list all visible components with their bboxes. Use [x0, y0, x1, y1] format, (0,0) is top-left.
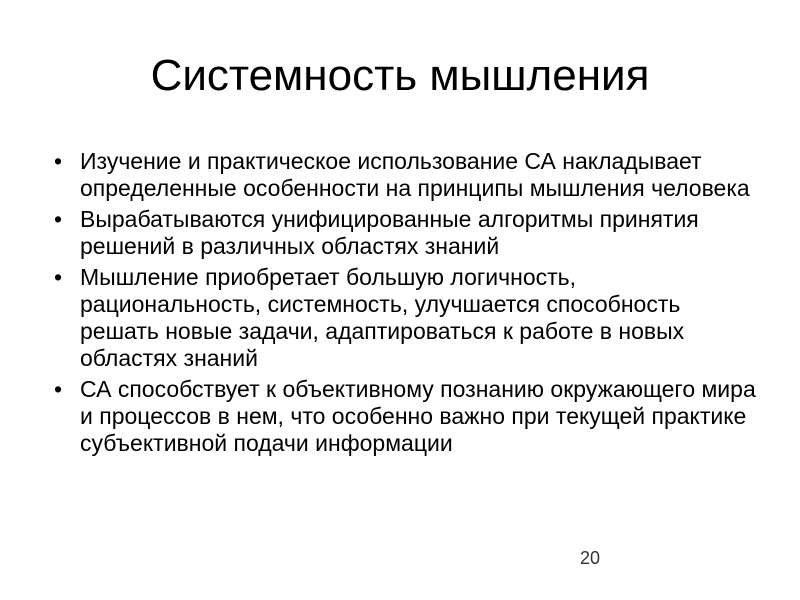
- bullet-marker: •: [54, 376, 63, 402]
- bullet-text: СА способствует к объективному познанию окружающего мира и процессов в нем, что особенно важно при текущей практике субъективной подачи информации: [80, 376, 756, 456]
- page-number: 20: [579, 548, 601, 568]
- bullet-text: Мышление приобретает большую логичность, рациональность, системность, улучшается способность решать новые задачи, адаптироваться к работе в новых областях знаний: [80, 264, 685, 371]
- bullet-marker: •: [54, 148, 63, 174]
- bullet-item: [50, 148, 760, 202]
- bullet-text: Изучение и практическое использование СА накладывает определенные особенности на принципы мышления человека: [80, 148, 750, 201]
- bullet-marker: •: [54, 206, 63, 232]
- bullet-item: [50, 264, 760, 372]
- bullet-item: [50, 376, 760, 457]
- slide-title: Системность мышления: [150, 51, 650, 100]
- bullet-text: Вырабатываются унифицированные алгоритмы принятия решений в различных областях знаний: [80, 206, 699, 259]
- bullet-list: [50, 148, 760, 461]
- bullet-marker: •: [54, 264, 63, 290]
- bullet-item: [50, 206, 760, 260]
